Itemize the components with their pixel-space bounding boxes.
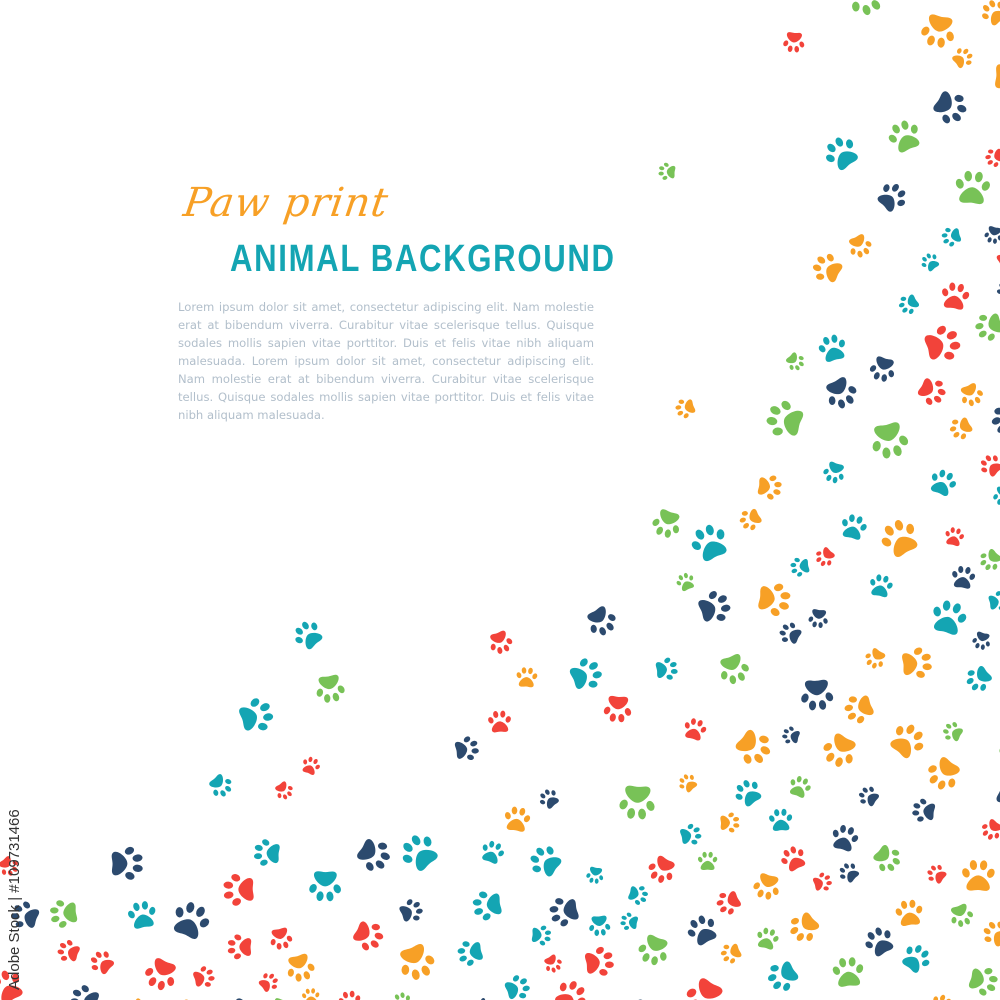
paw-print-icon	[48, 897, 78, 930]
paw-print-icon	[679, 973, 729, 1000]
paw-print-icon	[777, 842, 811, 874]
paw-print-icon	[960, 859, 996, 891]
paw-print-icon	[811, 870, 834, 895]
paw-print-icon	[627, 882, 651, 907]
paw-print-icon	[956, 381, 987, 410]
paw-print-icon	[634, 932, 674, 970]
paw-print-icon	[994, 776, 1000, 816]
paw-print-icon	[515, 666, 539, 687]
paw-print-icon	[808, 248, 846, 288]
paw-print-icon	[811, 544, 838, 570]
paw-print-icon	[893, 898, 925, 927]
paw-print-icon	[927, 597, 971, 638]
paw-print-icon	[227, 933, 251, 960]
paw-print-icon	[901, 645, 933, 681]
paw-print-icon	[236, 693, 277, 737]
paw-print-icon	[820, 460, 848, 486]
paw-print-icon	[976, 450, 1000, 480]
paw-print-icon	[301, 988, 321, 1000]
paw-print-icon	[869, 840, 906, 878]
paw-print-icon	[967, 963, 1000, 1000]
paw-print-icon	[789, 555, 810, 579]
paw-print-icon	[940, 224, 963, 249]
paw-print-icon	[617, 785, 657, 820]
paw-print-icon	[860, 922, 899, 960]
stock-watermark: Adobe Stock | #109731466	[6, 809, 23, 990]
paw-print-icon	[786, 773, 815, 800]
paw-print-icon	[994, 277, 1000, 304]
paw-print-icon	[895, 291, 922, 319]
paw-print-icon	[959, 0, 995, 1]
paw-print-icon	[267, 926, 295, 951]
paw-print-icon	[337, 989, 363, 1000]
body-paragraph: Lorem ipsum dolor sit amet, consectetur adipiscing elit. Nam molestie erat at bibendum viverra. Curabitur vitae scelerisque tellus. Quisque sodales mollis sapien vitae porttitor. Duis et felis vitae nibh aliquam malesuada. Lorem ipsum dolor sit amet, consectetur adipiscing elit. Nam molestie erat at bibendum viverra. Curabitur vitae scelerisque tellus. Quisque sodales mollis sapien vitae porttitor. Duis et felis vitae nibh aliquam malesuada.	[178, 300, 594, 422]
paw-print-icon	[397, 895, 426, 926]
paw-print-icon	[223, 872, 254, 908]
paw-print-icon	[673, 570, 697, 593]
paw-print-icon	[884, 717, 931, 764]
paw-print-icon	[547, 893, 581, 930]
paw-print-icon	[160, 994, 204, 1000]
paw-print-icon	[817, 729, 862, 773]
paw-print-icon	[393, 940, 440, 985]
paw-print-icon	[584, 944, 616, 980]
paw-print-icon	[949, 43, 977, 71]
paw-print-icon	[486, 628, 516, 656]
paw-print-icon	[866, 354, 898, 384]
paw-print-icon	[167, 897, 216, 943]
paw-print-icon	[531, 924, 551, 947]
paw-print-icon	[86, 946, 118, 979]
paw-print-icon	[949, 564, 977, 589]
paw-print-icon	[695, 586, 734, 628]
paw-print-icon	[867, 572, 895, 598]
paw-print-icon	[253, 837, 281, 868]
paw-print-icon	[67, 981, 101, 1000]
paw-print-icon	[976, 0, 1000, 29]
paw-print-icon	[961, 661, 996, 696]
paw-print-icon	[566, 653, 606, 695]
paw-print-icon	[602, 695, 634, 723]
paw-print-icon	[713, 886, 744, 919]
paw-print-icon	[682, 910, 722, 949]
paw-print-icon	[191, 963, 217, 991]
paw-print-icon	[471, 888, 503, 924]
paw-print-icon	[648, 507, 685, 542]
paw-print-icon	[762, 395, 806, 442]
paw-print-icon	[844, 231, 875, 261]
paw-print-icon	[975, 545, 1000, 575]
paw-print-icon	[353, 833, 396, 878]
paw-print-icon	[655, 656, 679, 683]
paw-print-icon	[718, 940, 744, 967]
paw-print-icon	[55, 936, 82, 965]
paw-print-icon	[349, 916, 388, 957]
paw-print-icon	[283, 952, 319, 985]
paw-print-icon	[943, 526, 967, 548]
paw-print-icon	[256, 969, 282, 996]
paw-print-icon	[299, 754, 323, 777]
paw-print-icon	[978, 916, 1000, 951]
paw-print-icon	[487, 710, 513, 733]
paw-print-icon	[714, 651, 753, 688]
paw-print-icon	[914, 373, 950, 410]
paw-print-icon	[987, 589, 1000, 614]
paw-print-icon	[681, 716, 709, 742]
paw-print-icon	[140, 955, 183, 995]
paw-print-icon	[830, 956, 866, 988]
paw-print-icon	[757, 580, 793, 619]
paw-print-icon	[394, 827, 444, 877]
paw-print-icon	[673, 395, 697, 421]
paw-print-icon	[754, 925, 782, 951]
paw-print-icon	[977, 816, 1000, 844]
paw-print-icon	[685, 519, 733, 565]
paw-print-icon	[996, 727, 1000, 769]
paw-print-icon	[926, 466, 961, 499]
paw-print-icon	[923, 861, 949, 888]
paw-print-icon	[820, 373, 862, 414]
paw-print-icon	[782, 32, 806, 54]
paw-print-icon	[897, 939, 936, 977]
paw-print-icon	[838, 512, 870, 542]
paw-print-icon	[619, 911, 639, 933]
paw-print-icon	[819, 131, 864, 175]
paw-print-icon	[874, 513, 924, 561]
paw-print-icon	[584, 866, 605, 885]
paw-print-icon	[828, 822, 862, 853]
paw-print-icon	[757, 473, 784, 502]
paw-print-icon	[762, 956, 803, 998]
main-title: ANIMAL BACKGROUND	[230, 238, 616, 280]
paw-print-icon	[455, 937, 484, 969]
paw-print-icon	[783, 907, 824, 948]
paw-print-icon	[807, 608, 830, 629]
paw-print-icon	[840, 690, 876, 728]
paw-print-icon	[970, 630, 993, 651]
paw-print-icon	[389, 990, 414, 1000]
paw-print-icon	[867, 420, 912, 462]
paw-print-icon	[946, 413, 976, 444]
paw-print-icon	[768, 808, 794, 831]
paw-print-icon	[861, 645, 889, 672]
paw-print-icon	[938, 281, 971, 311]
paw-print-icon	[776, 618, 804, 648]
paw-print-icon	[736, 505, 765, 535]
paw-print-icon	[469, 994, 496, 1000]
paw-print-icon	[750, 871, 784, 903]
paw-print-icon	[308, 871, 343, 902]
paw-print-icon	[917, 250, 942, 275]
paw-print-icon	[982, 225, 1000, 246]
paw-print-icon	[272, 779, 297, 803]
paw-print-icon	[679, 821, 704, 848]
paw-print-icon	[842, 0, 890, 21]
paw-print-icon	[983, 145, 1000, 170]
paw-print-icon	[994, 244, 1000, 274]
paw-print-icon	[582, 602, 622, 641]
paw-print-icon	[929, 85, 973, 130]
paw-print-icon	[214, 993, 265, 1000]
paw-print-icon	[921, 752, 966, 796]
paw-print-icon	[205, 770, 237, 801]
paw-print-icon	[986, 398, 1000, 442]
paw-print-icon	[922, 321, 965, 367]
paw-print-icon	[289, 615, 328, 653]
paw-print-icon	[730, 775, 767, 811]
paw-print-icon	[855, 782, 882, 810]
paw-print-icon	[994, 58, 1000, 96]
paw-print-icon	[125, 899, 159, 930]
paw-print-icon	[780, 724, 801, 747]
paw-print-icon	[313, 673, 348, 704]
paw-print-icon	[873, 177, 913, 217]
paw-print-icon	[454, 734, 481, 764]
paw-print-icon	[883, 116, 926, 156]
paw-print-icon	[971, 308, 1000, 346]
paw-print-icon	[783, 349, 808, 374]
paw-print-icon	[946, 902, 976, 930]
paw-print-icon	[541, 952, 566, 976]
paw-print-icon	[121, 994, 157, 1000]
paw-print-icon	[502, 805, 533, 833]
paw-print-icon	[697, 852, 718, 870]
paw-print-icon	[730, 724, 778, 772]
paw-print-icon	[911, 796, 937, 824]
paw-print-icon	[587, 915, 611, 937]
paw-print-icon	[643, 852, 680, 887]
paw-print-icon	[835, 859, 862, 886]
paw-print-icon	[478, 838, 508, 866]
paw-print-icon	[926, 990, 957, 1000]
paw-print-icon	[112, 845, 144, 881]
paw-print-icon	[535, 785, 562, 812]
paw-print-icon	[524, 839, 566, 882]
paw-print-icon	[940, 718, 966, 745]
paw-print-icon	[502, 971, 533, 1000]
paw-print-icon	[992, 486, 1000, 506]
paw-print-icon	[549, 974, 592, 1000]
script-title: Paw print	[180, 180, 392, 226]
paw-print-icon	[815, 332, 850, 364]
paw-print-icon	[720, 811, 740, 833]
paw-print-icon	[658, 161, 676, 181]
paw-print-icon	[917, 12, 959, 50]
paw-print-icon	[953, 169, 993, 205]
paw-print-icon	[799, 679, 835, 711]
paw-print-icon	[675, 770, 700, 795]
